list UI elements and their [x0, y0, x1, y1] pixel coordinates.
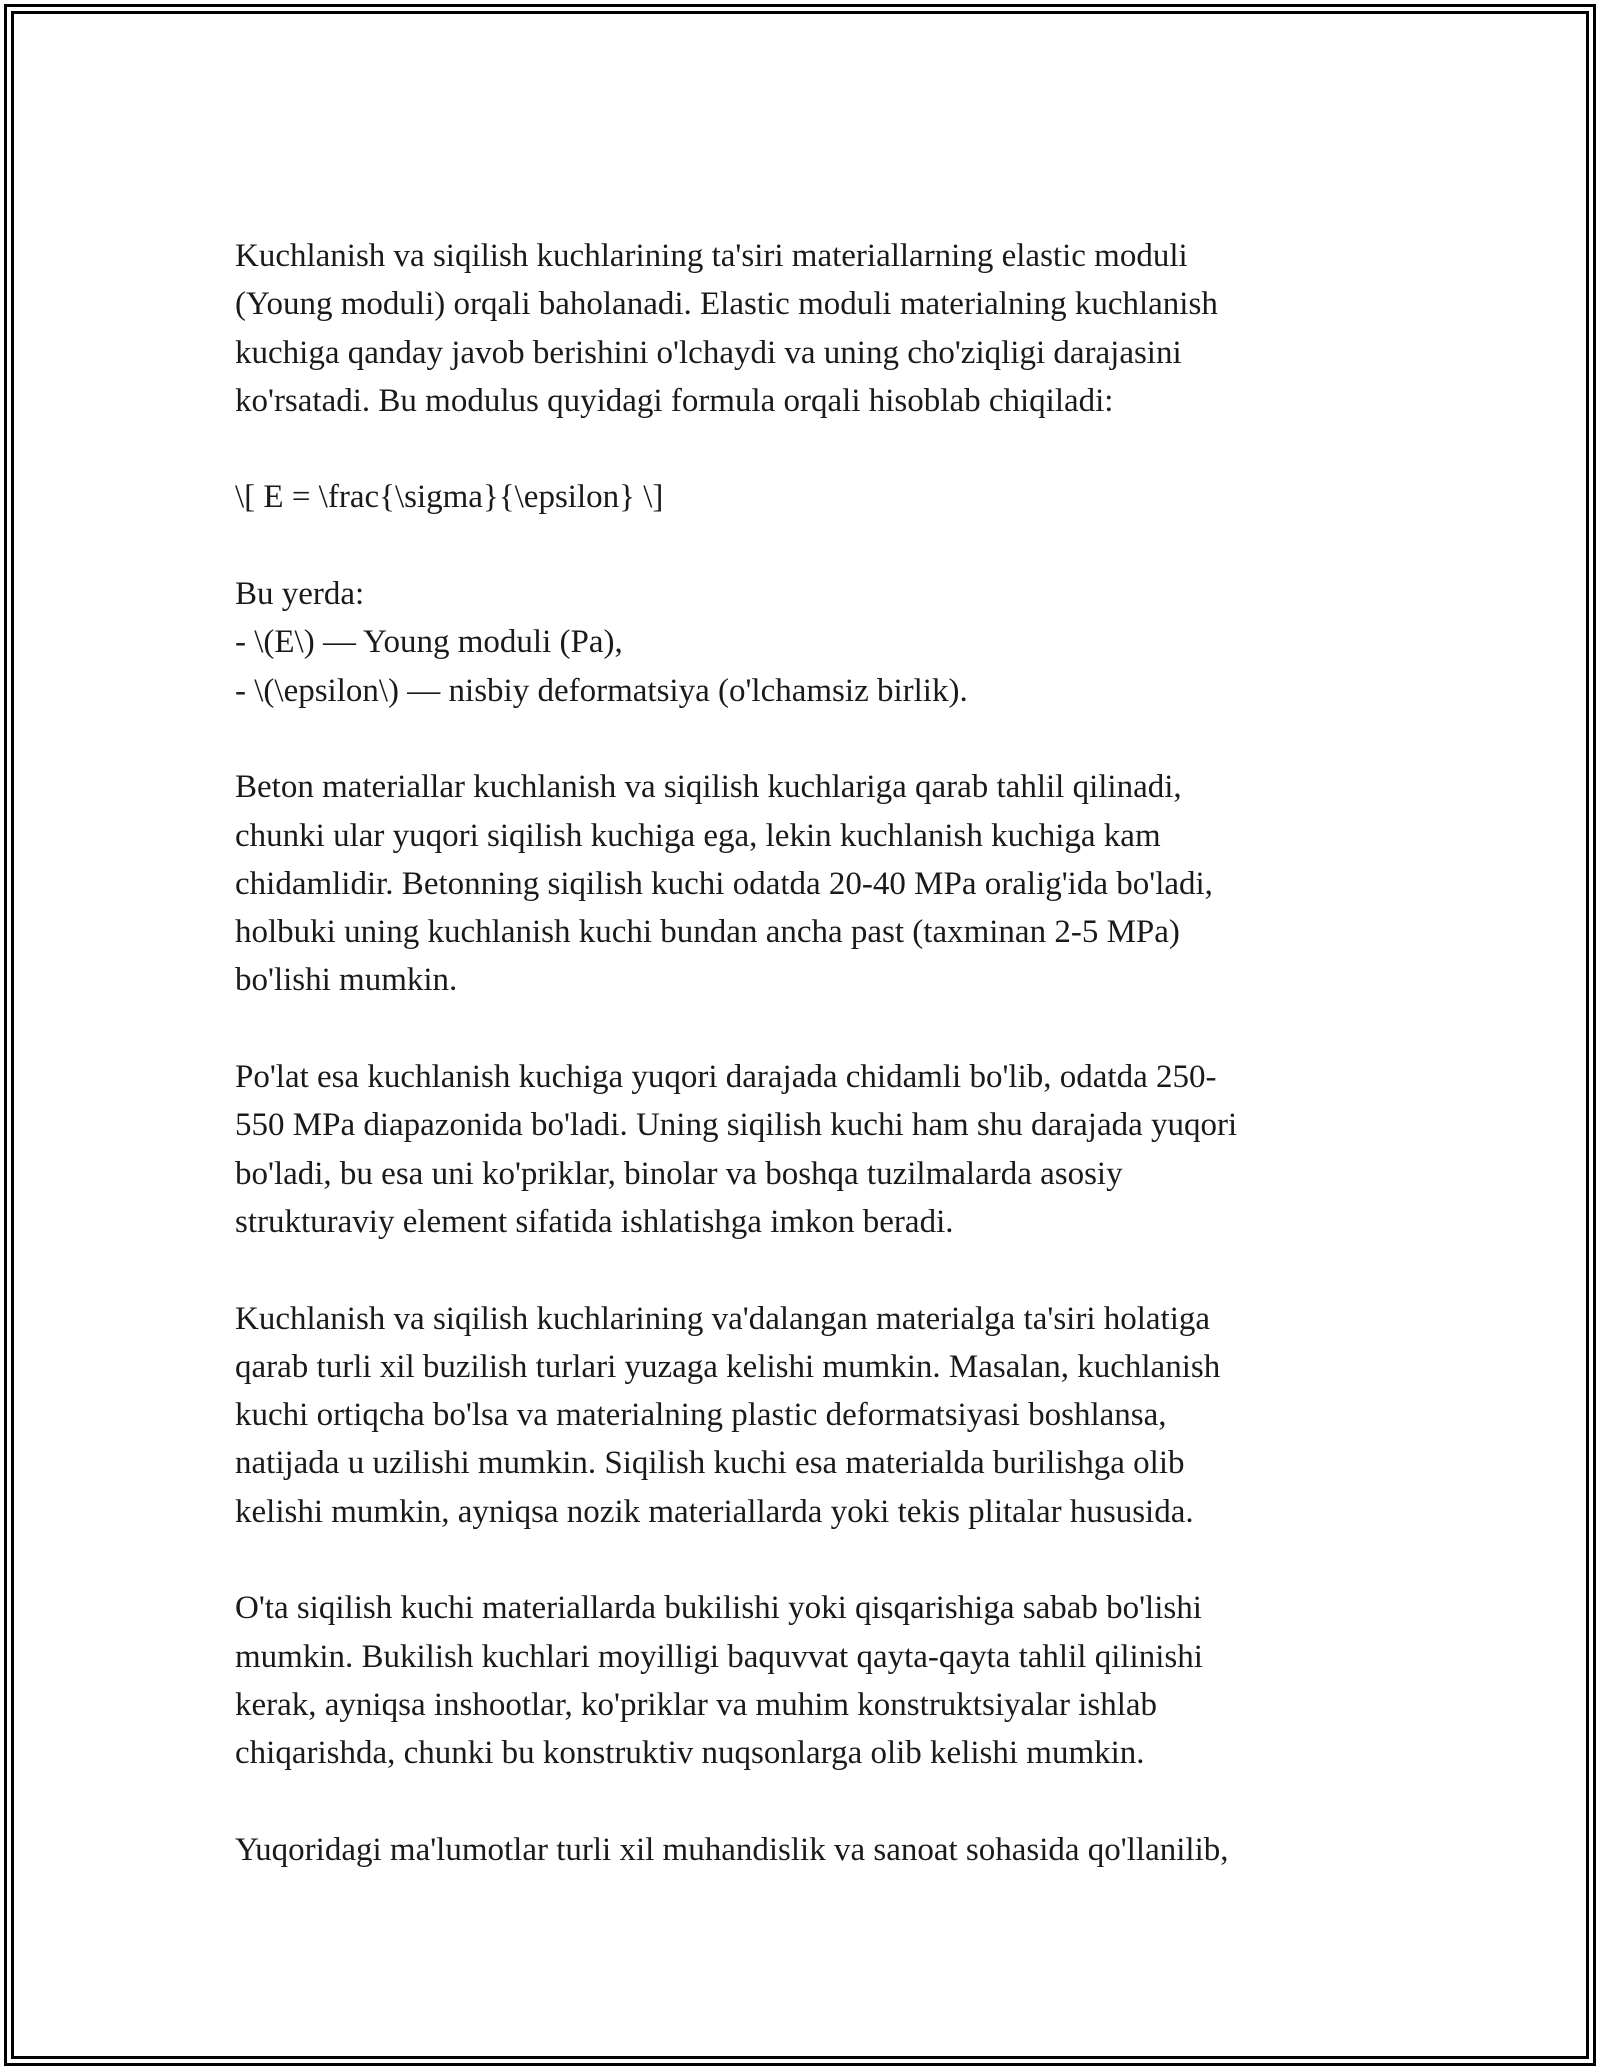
- text-line: holbuki uning kuchlanish kuchi bundan ancha past (taxminan 2-5 MPa): [235, 914, 1180, 951]
- paragraph-steel: [235, 1053, 1365, 1246]
- definition-item: - \(\epsilon\) — nisbiy deformatsiya (o'lchamsiz birlik).: [235, 672, 968, 709]
- document-body: [235, 232, 1365, 1922]
- text-line: kerak, ayniqsa inshootlar, ko'priklar va muhim konstruktsiyalar ishlab: [235, 1686, 1158, 1723]
- paragraph-failure-types: [235, 1295, 1365, 1536]
- text-line: chiqarishda, chunki bu konstruktiv nuqsonlarga olib kelishi mumkin.: [235, 1735, 1145, 1772]
- paragraph-conclusion: [235, 1826, 1365, 1874]
- text-line: (Young moduli) orqali baholanadi. Elastic moduli materialning kuchlanish: [235, 286, 1218, 323]
- text-line: strukturaviy element sifatida ishlatishga imkon beradi.: [235, 1203, 954, 1240]
- text-line: Bu yerda:: [235, 576, 365, 613]
- text-line: chidamlidir. Betonning siqilish kuchi odatda 20-40 MPa oralig'ida bo'ladi,: [235, 865, 1213, 902]
- paragraph-buckling: [235, 1584, 1365, 1777]
- text-line: mumkin. Bukilish kuchlari moyilligi baquvvat qayta-qayta tahlil qilinishi: [235, 1638, 1203, 1675]
- text-line: kuchi ortiqcha bo'lsa va materialning plastic deformatsiyasi boshlansa,: [235, 1397, 1167, 1434]
- text-line: Kuchlanish va siqilish kuchlarining ta'siri materiallarning elastic moduli: [235, 238, 1188, 274]
- text-line: Po'lat esa kuchlanish kuchiga yuqori darajada chidamli bo'lib, odatda 250-: [235, 1059, 1217, 1096]
- paragraph-concrete: [235, 763, 1365, 1004]
- text-line: Kuchlanish va siqilish kuchlarining va'dalangan materialga ta'siri holatiga: [235, 1300, 1211, 1337]
- formula-text: \[ E = \frac{\sigma}{\epsilon} \]: [235, 479, 664, 516]
- text-line: Yuqoridagi ma'lumotlar turli xil muhandislik va sanoat sohasida qo'llanilib,: [235, 1831, 1229, 1868]
- text-line: ko'rsatadi. Bu modulus quyidagi formula orqali hisoblab chiqiladi:: [235, 382, 1114, 419]
- text-line: kuchiga qanday javob berishini o'lchaydi va uning cho'ziqligi darajasini: [235, 334, 1182, 371]
- paragraph-definitions: [235, 570, 1365, 715]
- formula-line: [235, 473, 1365, 521]
- text-line: bo'lishi mumkin.: [235, 962, 458, 999]
- text-line: kelishi mumkin, ayniqsa nozik materiallarda yoki tekis plitalar hususida.: [235, 1493, 1194, 1530]
- text-line: natijada u uzilishi mumkin. Siqilish kuchi esa materialda burilishga olib: [235, 1445, 1185, 1482]
- text-line: bo'ladi, bu esa uni ko'priklar, binolar va boshqa tuzilmalarda asosiy: [235, 1155, 1123, 1192]
- paragraph-elastic-modulus: [235, 232, 1365, 425]
- text-line: 550 MPa diapazonida bo'ladi. Uning siqilish kuchi ham shu darajada yuqori: [235, 1107, 1238, 1144]
- text-line: O'ta siqilish kuchi materiallarda bukilishi yoki qisqarishiga sabab bo'lishi: [235, 1590, 1202, 1627]
- text-line: chunki ular yuqori siqilish kuchiga ega, lekin kuchlanish kuchiga kam: [235, 817, 1161, 854]
- text-line: Beton materiallar kuchlanish va siqilish kuchlariga qarab tahlil qilinadi,: [235, 769, 1182, 806]
- text-line: qarab turli xil buzilish turlari yuzaga kelishi mumkin. Masalan, kuchlanish: [235, 1348, 1221, 1385]
- definition-item: - \(E\) — Young moduli (Pa),: [235, 624, 623, 661]
